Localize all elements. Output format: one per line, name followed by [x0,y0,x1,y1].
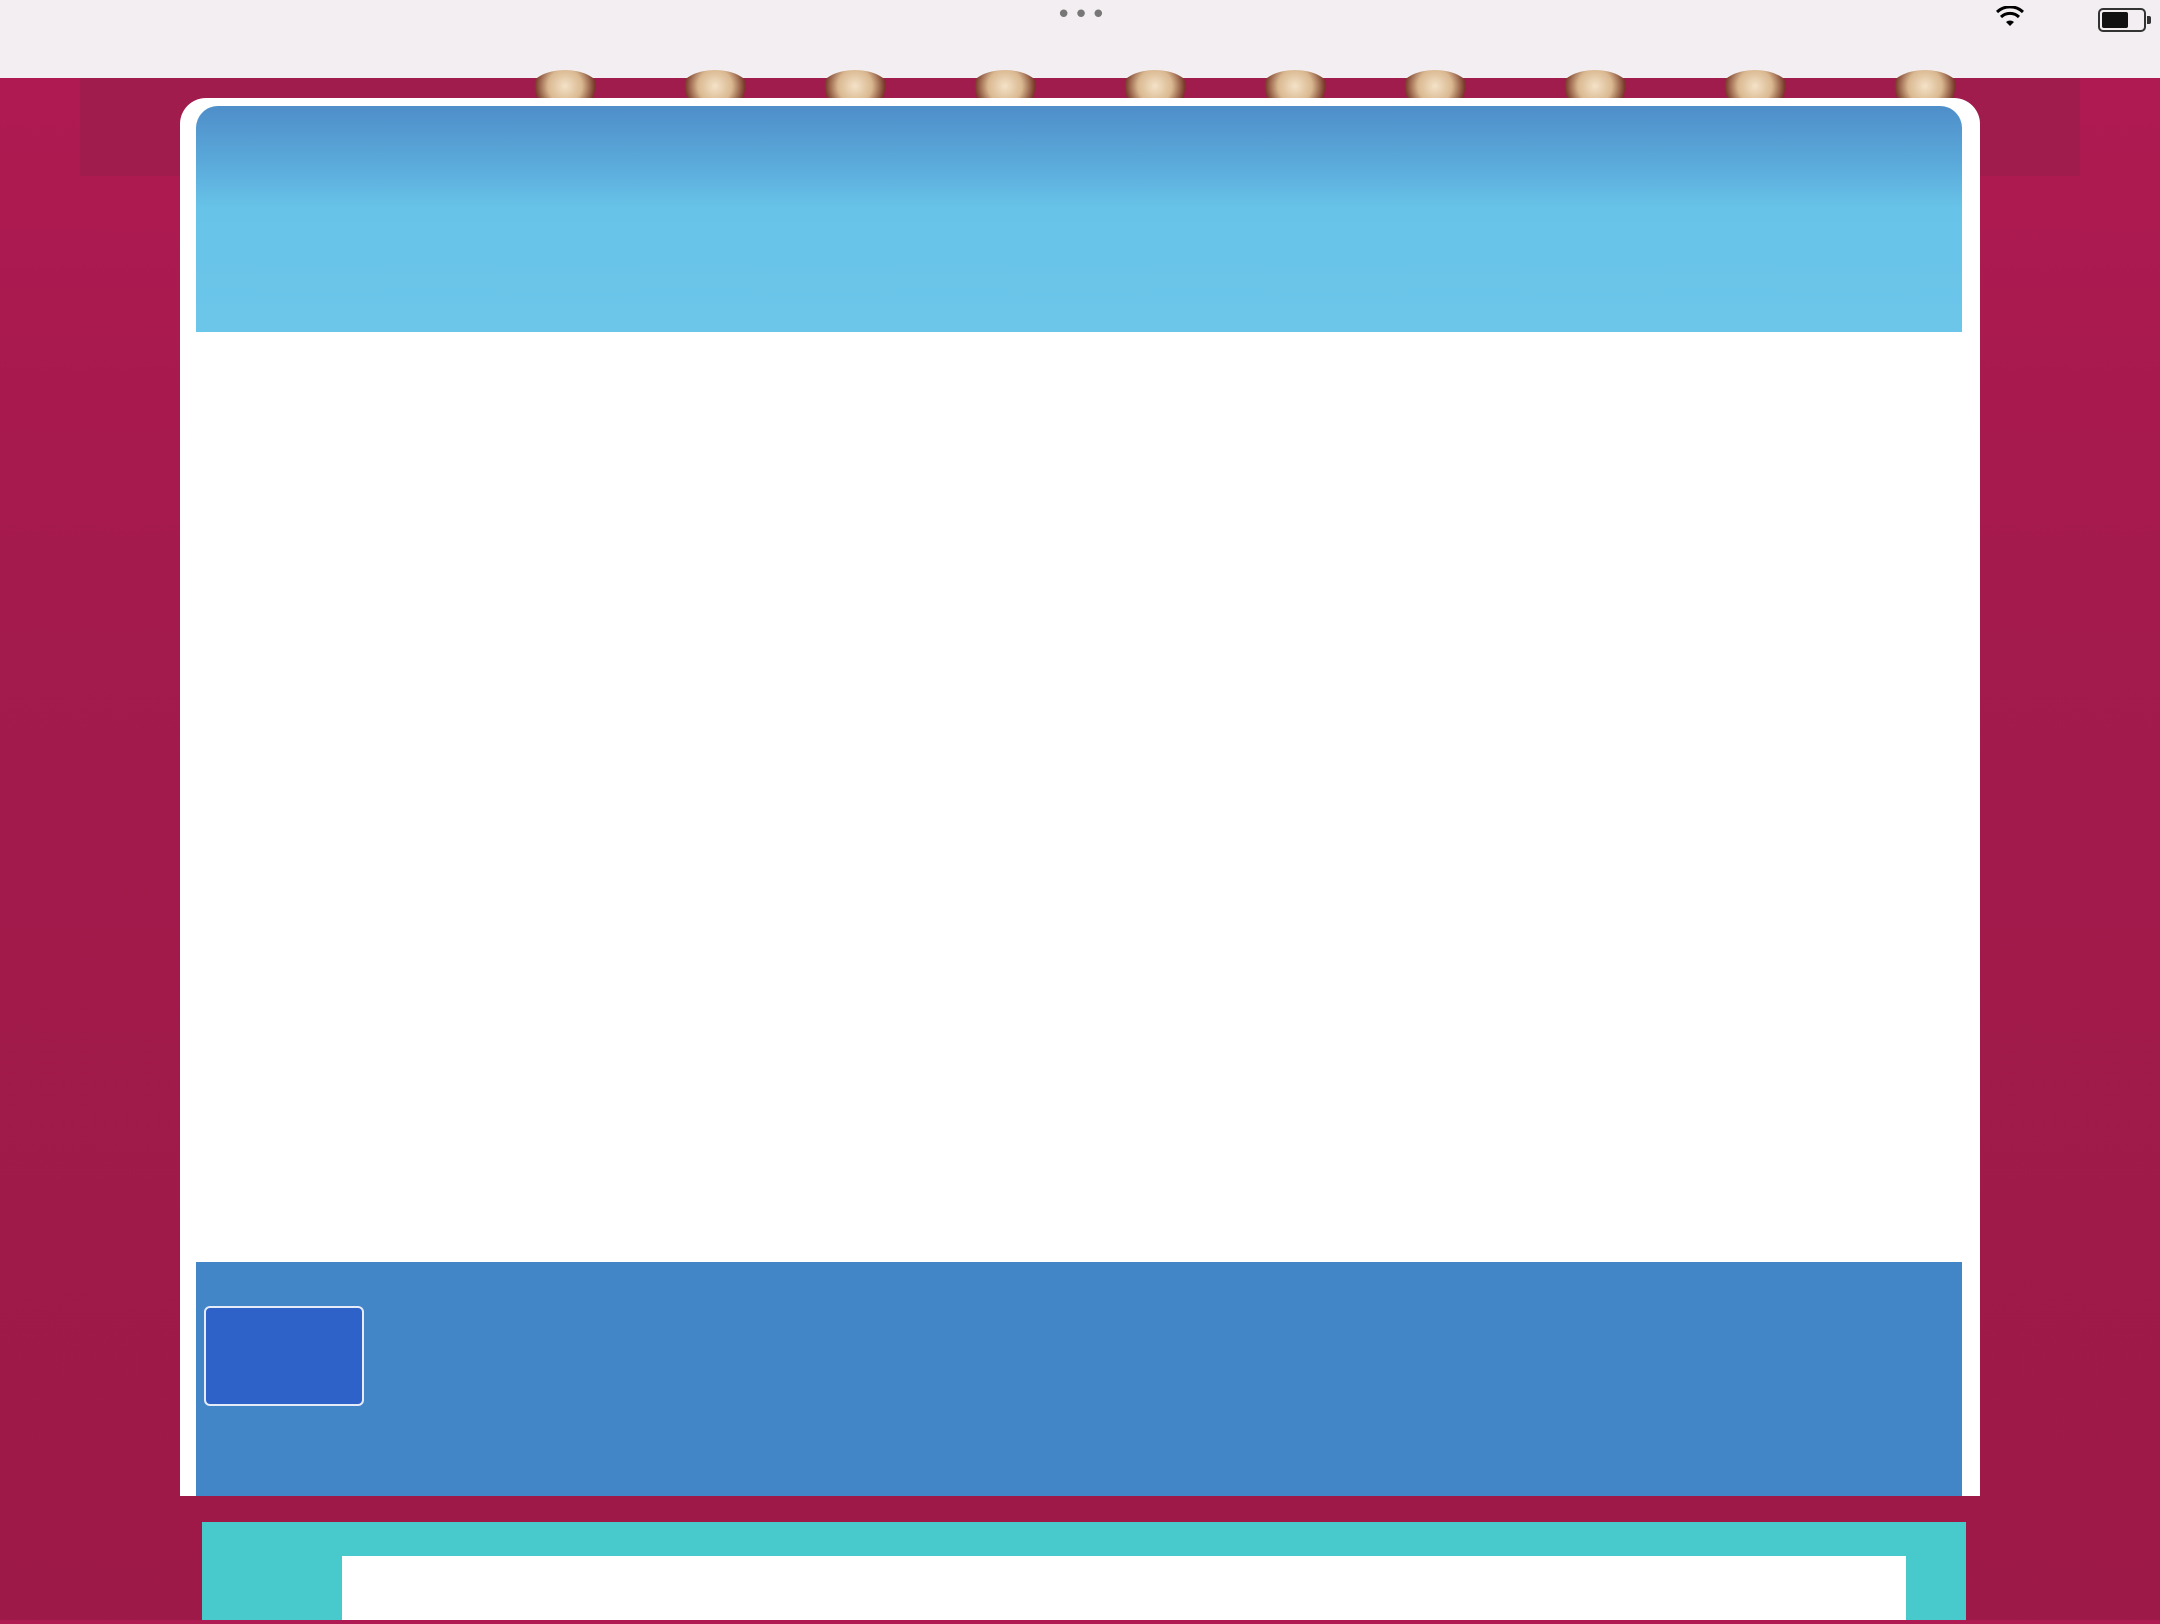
more-dots-icon[interactable]: ••• [1056,0,1109,30]
chart-area [202,1522,1966,1620]
grade-chart [202,1522,1966,1620]
status-bar [0,0,2160,78]
chart-plot-bg [342,1556,1906,1620]
wifi-icon [1996,6,2024,28]
battery-icon [2098,8,2146,32]
report-button[interactable] [204,1306,364,1406]
report-header [196,106,1962,332]
summary-section [196,1262,1962,1496]
